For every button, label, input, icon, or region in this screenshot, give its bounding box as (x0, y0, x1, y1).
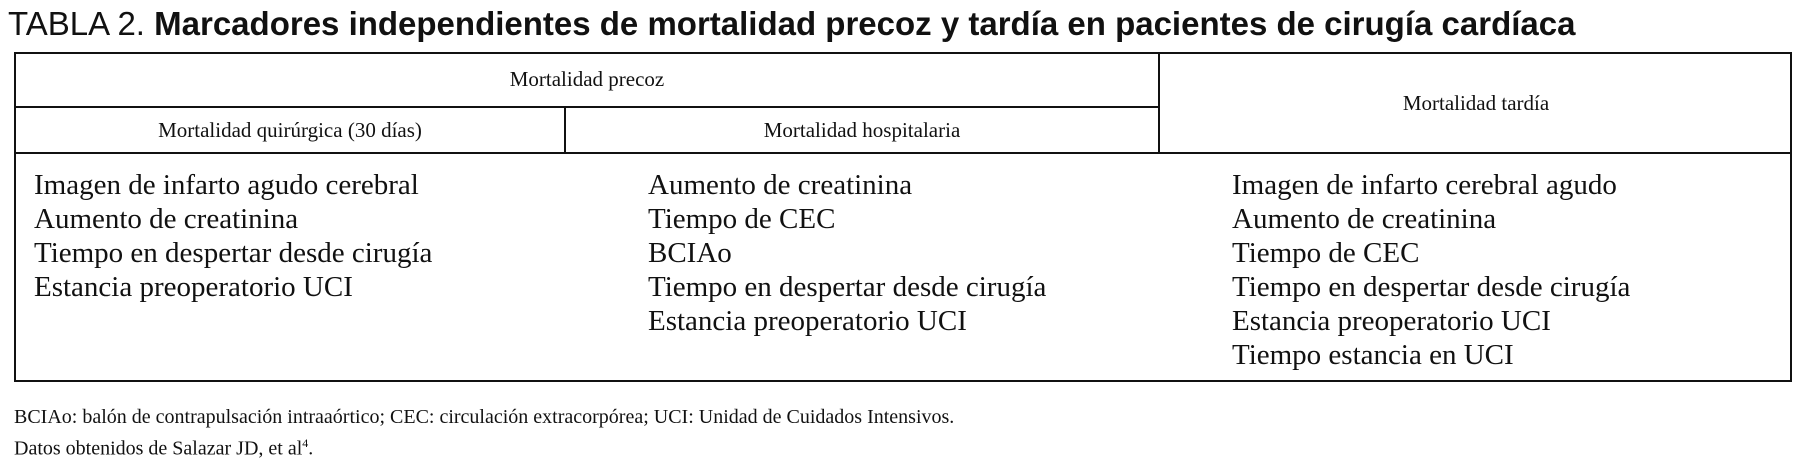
column-hospitalaria (648, 168, 1046, 338)
list-item: Tiempo estancia en UCI (1232, 339, 1514, 371)
list-item: Estancia preoperatorio UCI (1232, 305, 1551, 337)
footnote-source-text: Datos obtenidos de Salazar JD, et al (14, 437, 303, 460)
footnote-source-end: . (308, 437, 314, 460)
list-item: Estancia preoperatorio UCI (648, 305, 967, 337)
table-number-label: TABLA 2. (8, 5, 145, 42)
list-item: Imagen de infarto cerebral agudo (1232, 169, 1617, 201)
table-title-text: Marcadores independientes de mortalidad precoz y tardía en pacientes de cirugía cardíaca (154, 5, 1576, 42)
list-item: Aumento de creatinina (34, 203, 299, 235)
list-item: BCIAo (648, 237, 732, 269)
column-tardia (1232, 168, 1630, 372)
footnote-abbreviations: BCIAo: balón de contrapulsación intraaórtico; CEC: circulación extracorpórea; UCI: Unidad de Cuidados Intensivos. (14, 406, 955, 428)
header-mortalidad-precoz: Mortalidad precoz (509, 67, 665, 91)
table-title (8, 2, 1575, 46)
footnote-reference: 4 (302, 436, 309, 450)
header-divider-bottom (16, 152, 1790, 154)
list-item: Aumento de creatinina (1232, 203, 1497, 235)
header-mortalidad-quirurgica: Mortalidad quirúrgica (30 días) (158, 118, 422, 142)
list-item: Tiempo en despertar desde cirugía (34, 237, 433, 269)
header-mortalidad-tardia: Mortalidad tardía (1402, 91, 1550, 115)
markers-table (14, 52, 1792, 382)
footnote-source (14, 430, 954, 462)
list-item: Tiempo de CEC (648, 203, 836, 235)
list-item: Estancia preoperatorio UCI (34, 271, 353, 303)
header-mortalidad-hospitalaria: Mortalidad hospitalaria (763, 118, 961, 142)
list-item: Imagen de infarto agudo cerebral (34, 169, 419, 201)
list-item: Tiempo en despertar desde cirugía (1232, 271, 1631, 303)
list-item: Aumento de creatinina (648, 169, 913, 201)
list-item: Tiempo en despertar desde cirugía (648, 271, 1047, 303)
column-quirurgica (34, 168, 432, 304)
list-item: Tiempo de CEC (1232, 237, 1420, 269)
table-footnotes (14, 404, 954, 462)
